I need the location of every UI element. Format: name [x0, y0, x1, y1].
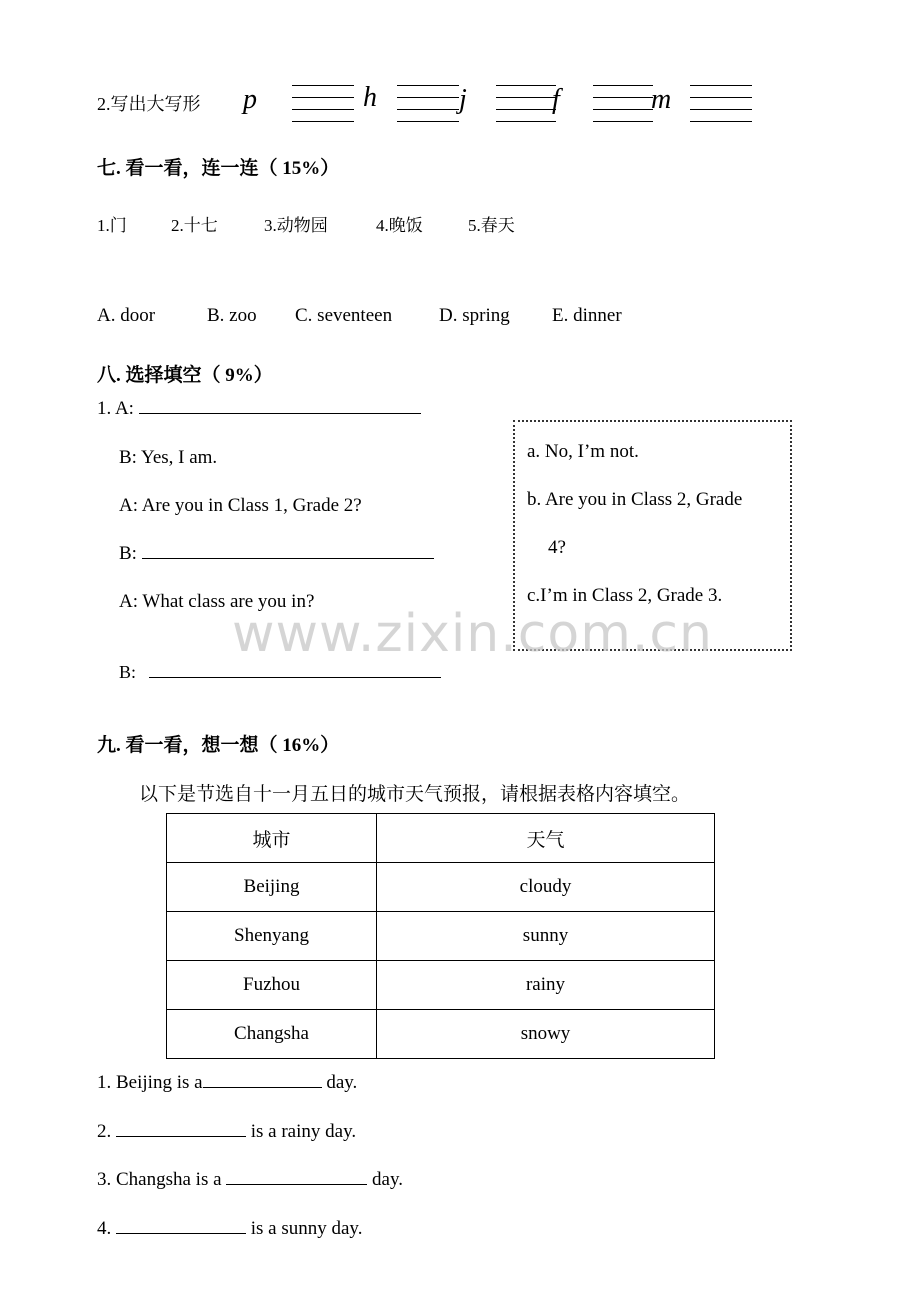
option-b-line1: b. Are you in Class 2, Grade: [527, 489, 743, 510]
weather-cell: sunny: [377, 912, 715, 961]
letter-m: m: [651, 84, 672, 115]
question-4: 4. is a sunny day.: [97, 1218, 363, 1239]
weather-cell: snowy: [377, 1010, 715, 1059]
watermark: www.zixin.com.cn: [232, 604, 713, 664]
english-item-c: C. seventeen: [295, 305, 393, 326]
dialog-a2: A: Are you in Class 1, Grade 2?: [119, 495, 362, 516]
section7-heading: 七. 看一看，连一连（ 15%）: [97, 158, 340, 179]
answer-blank-3[interactable]: [149, 677, 441, 678]
city-cell: Shenyang: [167, 912, 377, 961]
table-row: [167, 863, 715, 912]
weather-cell: rainy: [377, 961, 715, 1010]
q4-blank[interactable]: [116, 1233, 246, 1234]
question-1: 1. Beijing is a day.: [97, 1072, 358, 1093]
table-row: [167, 912, 715, 961]
chinese-item-5: 5.春天: [468, 216, 515, 235]
answer-blank-1[interactable]: [139, 413, 421, 414]
section8-heading: 八. 选择填空（ 9%）: [97, 365, 273, 386]
header-weather: 天气: [377, 814, 715, 863]
option-c: c.I’m in Class 2, Grade 3.: [527, 585, 723, 606]
city-cell: Beijing: [167, 863, 377, 912]
letter-h: h: [363, 82, 377, 113]
chinese-item-2: 2.十七: [171, 216, 218, 235]
answer-blank-2[interactable]: [142, 558, 434, 559]
chinese-item-4: 4.晚饭: [376, 216, 423, 235]
weather-table: [166, 813, 715, 1059]
q1-blank[interactable]: [203, 1087, 322, 1088]
table-header-row: [167, 814, 715, 863]
writing-lines-5[interactable]: [690, 85, 752, 121]
question-2: 2. is a rainy day.: [97, 1121, 357, 1142]
option-a: a. No, I’m not.: [527, 441, 639, 462]
q2-blank[interactable]: [116, 1136, 246, 1137]
letter-p: p: [243, 84, 257, 115]
header-city: 城市: [167, 814, 377, 863]
dialog-b1: B: Yes, I am.: [119, 447, 218, 468]
question-3: 3. Changsha is a day.: [97, 1169, 403, 1190]
option-b-line2: 4?: [548, 537, 566, 558]
city-cell: Fuzhou: [167, 961, 377, 1010]
english-item-a: A. door: [97, 305, 156, 326]
letter-f: f: [552, 84, 560, 115]
table-row: [167, 1010, 715, 1059]
weather-cell: cloudy: [377, 863, 715, 912]
section9-intro: 以下是节选自十一月五日的城市天气预报，请根据表格内容填空。: [139, 784, 691, 805]
q3-blank[interactable]: [226, 1184, 367, 1185]
english-item-e: E. dinner: [552, 305, 622, 326]
writing-lines-2[interactable]: [397, 85, 459, 121]
section9-heading: 九. 看一看，想一想（ 16%）: [97, 735, 340, 756]
chinese-item-1: 1.门: [97, 216, 127, 235]
city-cell: Changsha: [167, 1010, 377, 1059]
english-item-d: D. spring: [439, 305, 510, 326]
chinese-item-3: 3.动物园: [264, 216, 328, 235]
dialog-b3: B:: [119, 662, 441, 683]
english-item-b: B. zoo: [207, 305, 257, 326]
writing-lines-1[interactable]: [292, 85, 354, 121]
dialog-a1: 1. A:: [97, 398, 421, 420]
table-row: [167, 961, 715, 1010]
caps-instruction: 2.写出大写形: [97, 94, 201, 114]
dialog-a3: A: What class are you in?: [119, 591, 315, 612]
dialog-b2: B:: [119, 543, 434, 565]
writing-lines-4[interactable]: [593, 85, 653, 121]
letter-j: j: [459, 84, 467, 115]
writing-lines-3[interactable]: [496, 85, 556, 121]
